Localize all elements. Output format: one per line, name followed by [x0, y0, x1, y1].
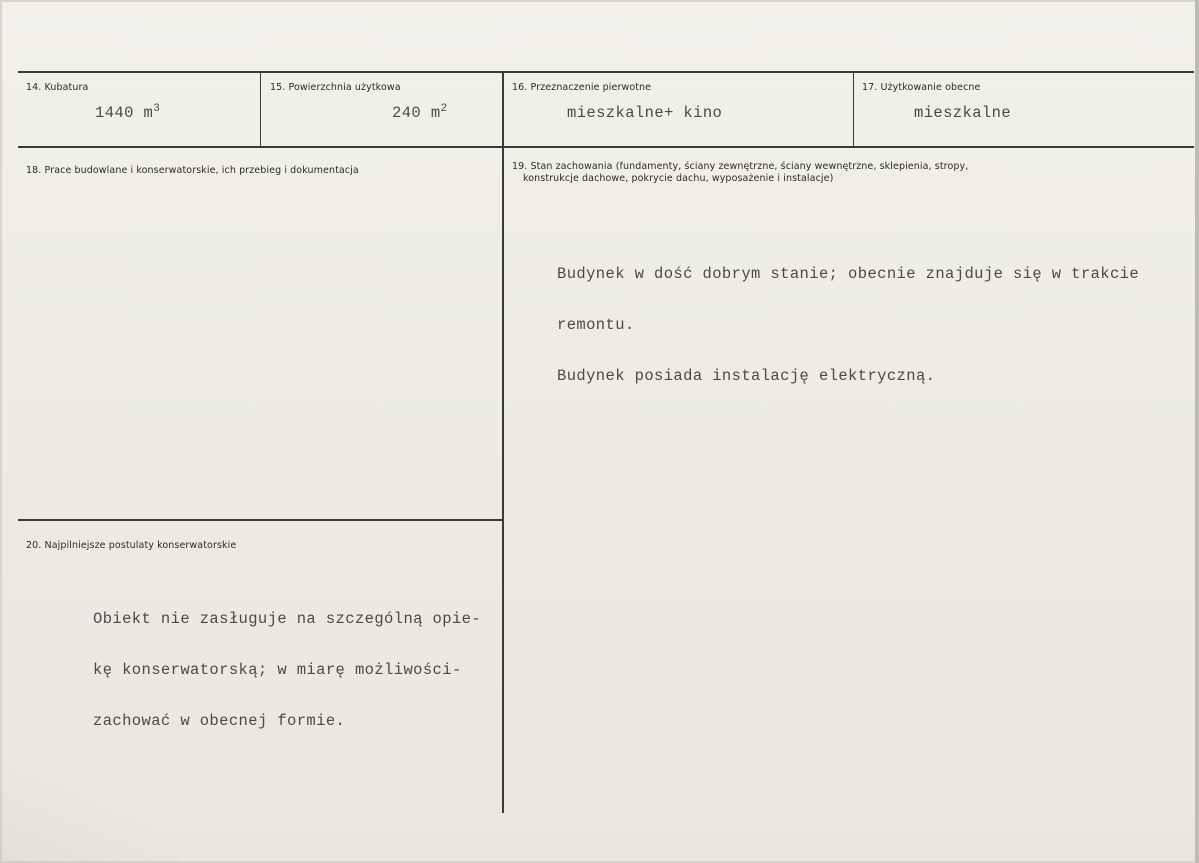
- field-16-label: 16. Przeznaczenie pierwotne: [512, 82, 652, 93]
- field-14-label: 14. Kubatura: [26, 82, 89, 93]
- section20-top-rule: [18, 519, 502, 521]
- field-20-text-line2: kę konserwatorską; w miarę możliwości-: [93, 661, 462, 679]
- field-20-text-line1: Obiekt nie zasługuje na szczególną opie-: [93, 610, 482, 628]
- field-20-text: [93, 577, 481, 764]
- top-rule: [18, 71, 1194, 73]
- field-19-text: [557, 232, 1139, 419]
- field-15-label: 15. Powierzchnia użytkowa: [270, 82, 401, 93]
- card-right-edge: [1195, 0, 1199, 863]
- field-20-label: 20. Najpilniejsze postulaty konserwatorskie: [26, 540, 237, 551]
- field-17-label: 17. Użytkowanie obecne: [862, 82, 981, 93]
- field-17-value: mieszkalne: [914, 104, 1012, 122]
- row1-bottom-rule: [18, 146, 1194, 148]
- field-19-label: [512, 161, 968, 185]
- main-vertical-divider: [502, 73, 504, 813]
- field-15-value: 240 $m^2$: [392, 103, 448, 123]
- field-20-text-line3: zachować w obecnej formie.: [93, 712, 346, 730]
- field-16-value: mieszkalne+ kino: [567, 104, 723, 122]
- field-19-text-line2: remontu.: [557, 316, 635, 334]
- field-19-label-line1: 19. Stan zachowania (fundamenty, ściany zewnętrzne, ściany wewnętrzne, sklepienia, stropy,: [512, 161, 969, 172]
- field-14-value: 1440 $m^3$: [95, 103, 161, 123]
- divider-14-15: [260, 73, 261, 148]
- field-19-text-line1: Budynek w dość dobrym stanie; obecnie znajduje się w trakcie: [557, 265, 1140, 283]
- field-19-text-line3: Budynek posiada instalację elektryczną.: [557, 367, 936, 385]
- field-18-label: 18. Prace budowlane i konserwatorskie, ich przebieg i dokumentacja: [26, 165, 359, 176]
- divider-16-17: [853, 73, 854, 148]
- field-19-label-line2: konstrukcje dachowe, pokrycie dachu, wyposażenie i instalacje): [523, 173, 834, 184]
- paper-fold-shading: [0, 740, 180, 863]
